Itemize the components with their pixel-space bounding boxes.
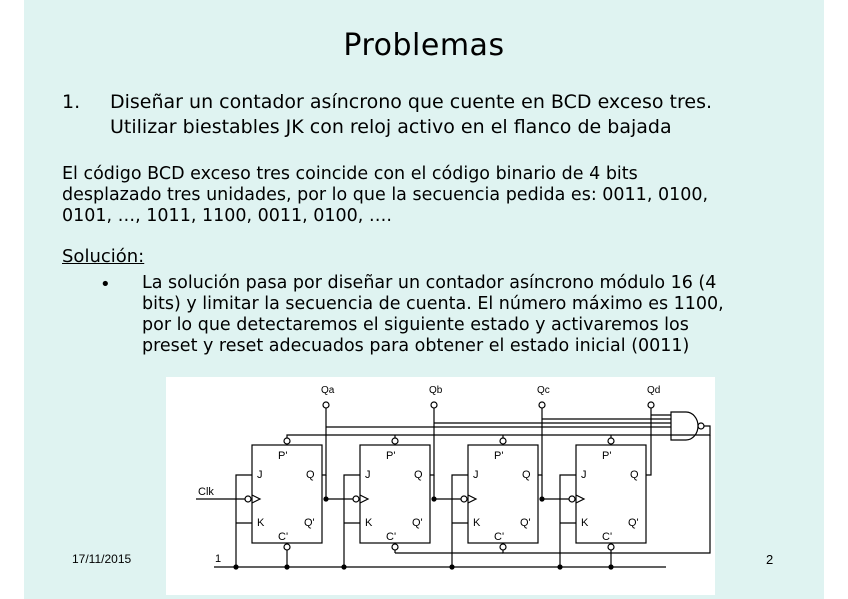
clock-triangle-d [576,495,584,503]
pin-q: Q [630,469,639,481]
pin-q-bar: Q' [628,517,639,529]
paragraph-line: 0101, …, 1011, 1100, 0011, 0100, …. [62,206,392,226]
pin-q-bar: Q' [520,517,531,529]
pin-preset: P' [278,450,288,462]
pin-clear: C' [602,531,613,543]
clock-triangle-a [252,495,260,503]
clock-triangle-b [360,495,368,503]
problem-number: 1. [62,91,81,113]
output-tap-qd [648,402,654,408]
bullet-line: preset y reset adecuados para obtener el estado inicial (0011) [142,336,690,356]
output-label-qb: Qb [429,385,443,396]
nand-gate [671,412,698,440]
paragraph-line: El código BCD exceso tres coincide con el código binario de 4 bits [62,164,638,184]
bullet-marker: • [100,274,111,295]
pin-q: Q [306,469,315,481]
pin-j: J [473,469,479,481]
pin-j: J [365,469,371,481]
output-tap-qb [431,402,437,408]
pin-preset: P' [386,450,396,462]
pin-k: K [473,517,481,529]
slide [24,0,824,599]
bullet-line: La solución pasa por diseñar un contador asíncrono módulo 16 (4 [142,273,717,293]
page-number: 2 [766,552,774,567]
pin-clear: C' [386,531,397,543]
output-tap-qa [323,402,329,408]
pin-j: J [581,469,587,481]
problem-line-1: Diseñar un contador asíncrono que cuente en BCD exceso tres. [110,91,713,113]
bullet-line: bits) y limitar la secuencia de cuenta. El número máximo es 1100, [142,294,724,314]
explanation-paragraph [62,164,802,227]
footer-date: 17/11/2015 [72,552,132,566]
solution-bullet [142,273,802,357]
pin-clear: C' [494,531,505,543]
pin-preset: P' [494,450,504,462]
output-label-qc: Qc [537,385,550,396]
pin-k: K [581,517,589,529]
pin-q: Q [414,469,423,481]
pin-q-bar: Q' [412,517,423,529]
paragraph-line: desplazado tres unidades, por lo que la secuencia pedida es: 0011, 0100, [62,185,709,205]
pin-k: K [365,517,373,529]
pin-k: K [257,517,265,529]
circuit-svg [166,377,715,595]
pin-q-bar: Q' [304,517,315,529]
solution-heading: Solución: [62,246,145,267]
pin-q: Q [522,469,531,481]
clock-triangle-c [468,495,476,503]
one-label: 1 [215,553,222,565]
pin-j: J [257,469,263,481]
output-label-qa: Qa [321,385,335,396]
clock-label: Clk [198,486,214,498]
problem-line-2: Utilizar biestables JK con reloj activo en el flanco de bajada [110,116,672,138]
output-label-qd: Qd [647,385,661,396]
counter-circuit-diagram [166,377,715,595]
pin-preset: P' [602,450,612,462]
slide-title: Problemas [343,28,505,63]
output-tap-qc [539,402,545,408]
bullet-line: por lo que detectaremos el siguiente estado y activaremos los [142,315,689,335]
pin-clear: C' [278,531,289,543]
